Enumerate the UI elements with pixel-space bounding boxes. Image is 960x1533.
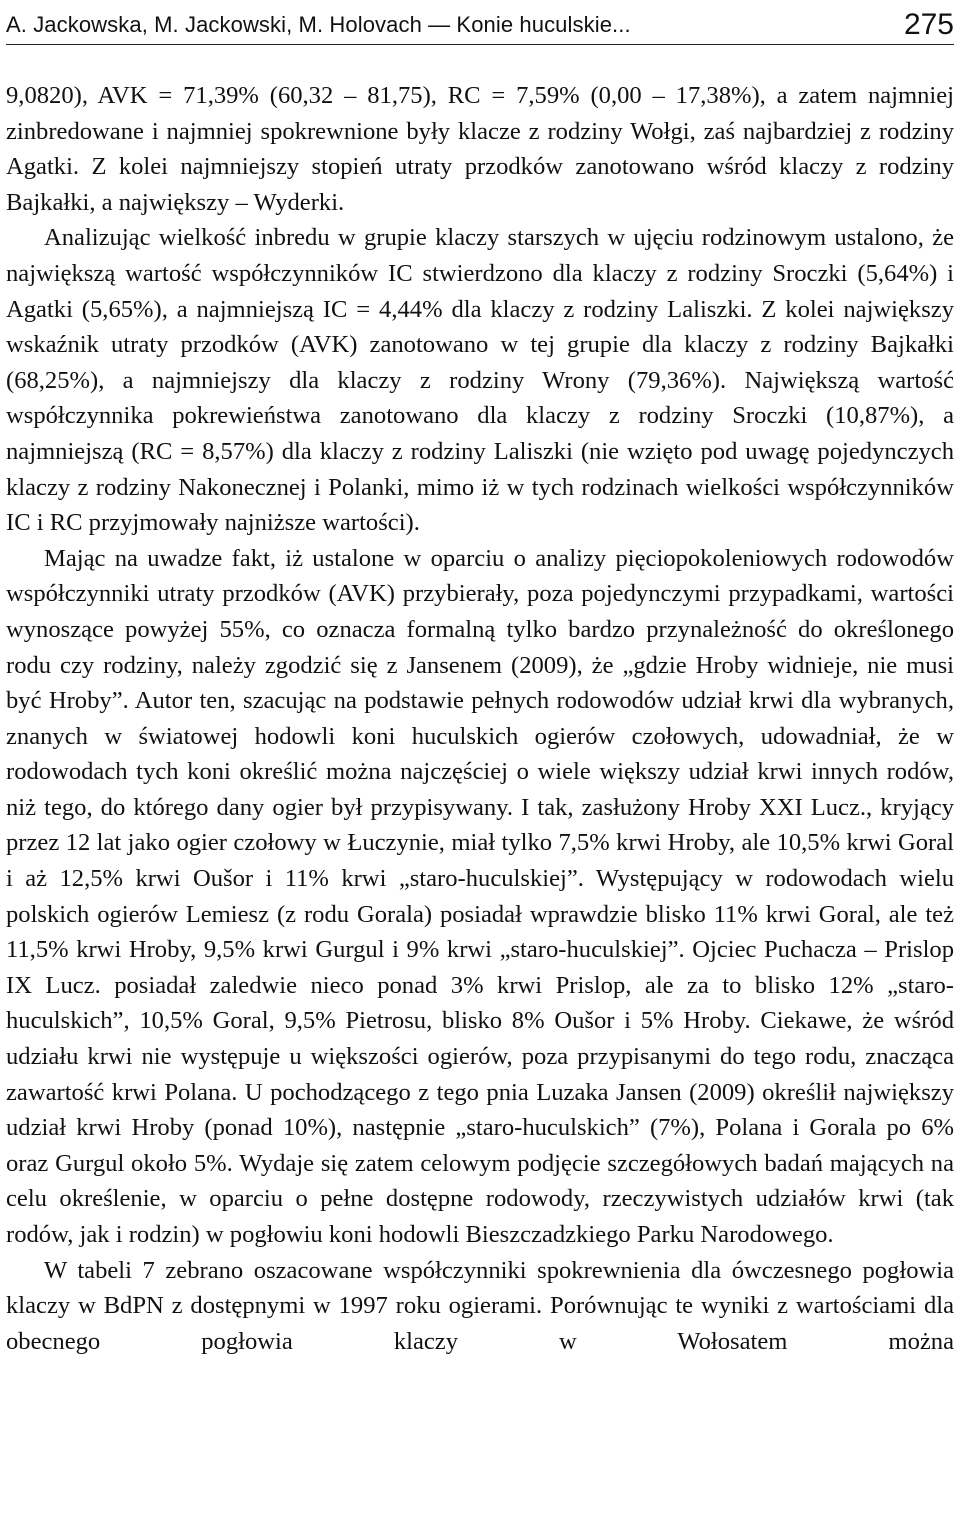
paragraph-ancestor-loss-discussion: Mając na uwadze fakt, iż ustalone w oparciu o analizy pięciopokoleniowych rodowodów współczynniki utraty przodków (AVK) przybierały, poza pojedynczymi przypadkami, wartości wynoszące powyżej 55%, co oznacza formalną tylko bardzo przynależność do określonego rodu czy rodziny, należy zgodzić się z Jansenem (2009), że „gdzie Hroby widnieje, nie musi być Hroby”. Autor ten, szacując na podstawie pełnych rodowodów udział krwi dla wybranych, znanych w światowej hodowli koni huculskich ogierów czołowych, udowadniał, że w rodowodach tych koni określić można najczęściej o wiele większy udział krwi innych rodów, niż tego, do którego dany ogier był przypisywany. I tak, zasłużony Hroby XXI Lucz., kryjący przez 12 lat jako ogier czołowy w Łuczynie, miał tylko 7,5% krwi Hroby, ale 10,5% krwi Goral i aż 12,5% krwi Oušor i 11% krwi „staro-huculskiej”. Występujący w rodowodach wielu polskich ogierów Lemiesz (z rodu Gorala) posiadał wprawdzie blisko 11% krwi Goral, ale też 11,5% krwi Hroby, 9,5% krwi Gurgul i 9% krwi „staro-huculskiej”. Ojciec Puchacza – Prislop IX Lucz. posiadał zaledwie nieco ponad 3% krwi Prislop, ale za to blisko 12% „staro-huculskich”, 10,5% Goral, 9,5% Pietrosu, blisko 8% Oušor i 5% Hroby. Ciekawe, że wśród udziału krwi nie występuje u większości ogierów, poza przypisanymi do tego rodu, znacząca zawartość krwi Polana. U pochodzącego z tego pnia Luzaka Jansen (2009) określił największy udział krwi Hroby (ponad 10%), następnie „staro-huculskich” (7%), Polana i Gorala po 6% oraz Gurgul około 5%. Wydaje się zatem celowym podjęcie szczegółowych badań mających na celu określenie, w oparciu o pełne dostępne rodowody, rzeczywistych udziałów krwi (tak rodów, jak i rodzin) w pogłowiu koni hodowli Bieszczadzkiego Parku Narodowego.: [6, 544, 954, 1248]
paragraph-table-reference: W tabeli 7 zebrano oszacowane współczynniki spokrewnienia dla ówczesnego pogłowia klaczy w BdPN z dostępnymi w 1997 roku ogierami. Porównując te wyniki z wartościami dla obecnego pogłowia klaczy w Wołosatem można: [6, 1256, 954, 1355]
paragraph-inbreeding-analysis: Analizując wielkość inbredu w grupie klaczy starszych w ujęciu rodzinowym ustalono, że największą wartość współczynników IC stwierdzono dla klaczy z rodziny Sroczki (5,64%) i Agatki (5,65%), a najmniejszą IC = 4,44% dla klaczy z rodziny Laliszki. Z kolei największy wskaźnik utraty przodków (AVK) zanotowano w tej grupie dla klaczy z rodziny Bajkałki (68,25%), a najmniejszy dla klaczy z rodziny Wrony (79,36%). Największą wartość współczynnika pokrewieństwa zanotowano dla klaczy z rodziny Sroczki (10,87%), a najmniejszą (RC = 8,57%) dla klaczy z rodziny Laliszki (nie wzięto pod uwagę pojedynczych klaczy z rodziny Nakonecznej i Polanki, mimo iż w tych rodzinach wielkości współczynników IC i RC przyjmowały najniższe wartości).: [6, 224, 954, 537]
page-number: 275: [903, 8, 954, 41]
paragraph-continued: 9,0820), AVK = 71,39% (60,32 – 81,75), RC = 7,59% (0,00 – 17,38%), a zatem najmniej zinbredowane i najmniej spokrewnione były klacze z rodziny Wołgi, zaś najbardziej z rodziny Agatki. Z kolei najmniejszy stopień utraty przodków zanotowano wśród klaczy z rodziny Bajkałki, a największy – Wyderki.: [6, 82, 954, 216]
running-title: A. Jackowska, M. Jackowski, M. Holovach — Konie huculskie...: [6, 12, 631, 37]
running-header: [6, 0, 954, 45]
page: [6, 0, 954, 1359]
article-body: [6, 78, 954, 1359]
